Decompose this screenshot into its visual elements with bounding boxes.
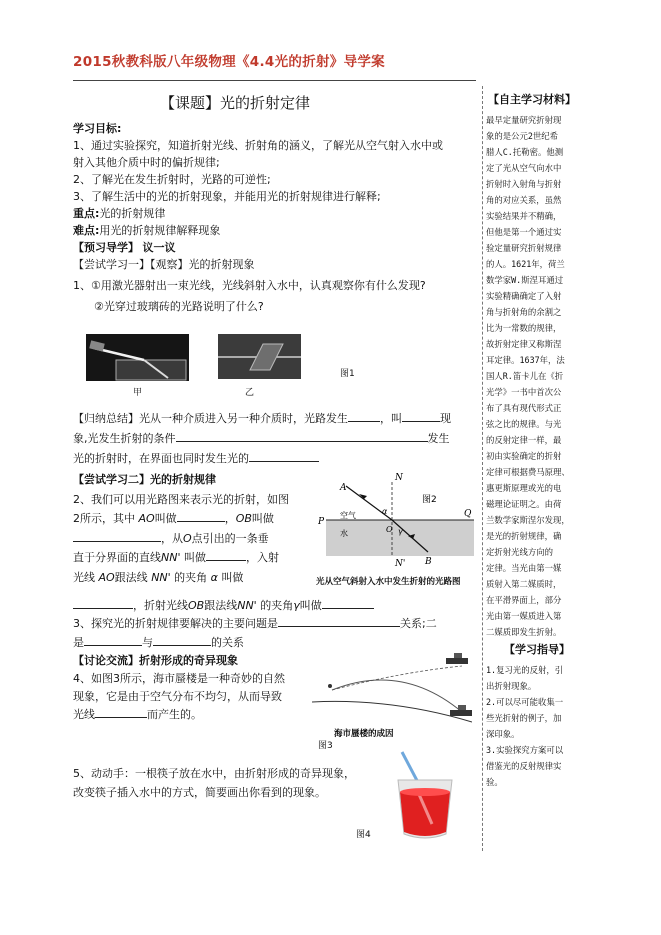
key-text: 光的折射规律 [99,207,166,220]
difficulty-text: 用光的折射规律解释现象 [99,224,221,237]
svg-text:O: O [386,525,393,534]
figure-4-caption: 图4 [356,830,371,840]
sidebar-line: 初由实验确定的折射 [486,451,562,461]
liquid-surface [400,788,450,796]
svg-text:N: N [395,473,403,483]
objective-line: 1、通过实验探究，知道折射光线、折射角的涵义，了解光从空气射入水中或 [73,139,443,152]
sidebar [486,92,586,790]
sidebar-line: 腊人C.托勒密。他测 [486,147,564,157]
figure-1-caption: 图1 [340,369,355,379]
try2-heading: 【尝试学习二】光的折射规律 [73,473,216,486]
objective-line: 2、了解光在发生折射时，光路的可逆性; [73,173,271,186]
main-column [73,120,475,315]
question-1: 1、①用激光器射出一束光线，光线斜射入水中，认真观察你有什么发现? [73,279,426,292]
sidebar-text [486,112,586,640]
lesson-title: 【课题】光的折射定律 [160,94,311,112]
figure-3-title: 海市蜃楼的成因 [334,729,394,739]
try2-block: 【尝试学习二】光的折射规律 2、我们可以用光路图来表示光的折射，如图 2所示，其中 AO叫做 ，OB叫做 ，从O点引出的一条垂 直于分界面的直线NN' 叫做 ，入射 光线 AO跟法线 NN' 的夹角 α 叫做 [73,470,313,587]
figure-1-photo-a [86,334,189,381]
sidebar-line: 国人R.笛卡儿在《折 [486,371,564,381]
glass-block-photo [218,334,301,379]
figure-3-caption: 图3 [318,741,333,751]
svg-text:水: 水 [340,529,348,538]
sea-surface [312,701,472,722]
svg-text:A: A [340,483,347,493]
guide-line: 些光折射的例子，加 [486,713,562,723]
discuss-heading: 【讨论交流】折射形成的奇异现象 [73,654,238,667]
sidebar-line: 布了具有现代形式正 [486,403,562,413]
svg-text:Q: Q [464,509,472,519]
sidebar-line: 定折射光线方向的 [486,547,553,557]
guide-line: 3.实验探究方案可以 [486,745,564,755]
sidebar-line: 二媒质即发生折射。 [486,627,562,637]
blank[interactable] [402,410,440,422]
guide-line: 2.可以尽可能收集一 [486,697,564,707]
figure-2-bottom-caption: 光从空气斜射入水中发生折射的光路图 [316,577,461,587]
svg-text:α: α [382,507,388,516]
blank[interactable] [176,430,428,442]
ship-icon [450,705,472,716]
blank[interactable] [249,450,319,462]
guide-line: 验。 [486,777,503,787]
summary-block: 【归纳总结】光从一种介质进入另一种介质时，光路发生 ，叫 现 象,光发生折射的条件 发生 光的折射时，在界面也同时发生光的 [73,412,451,465]
apparent-path [332,666,462,690]
blank[interactable] [278,615,400,627]
blank[interactable] [206,549,246,561]
sidebar-line: 验定量研究折射规律 [486,243,562,253]
sidebar-heading: 【自主学习材料】 [488,93,576,106]
sidebar-line: 定律可根据费马原理、 [486,467,570,477]
discuss-block: 【讨论交流】折射形成的奇异现象 4、如图3所示，海市蜃楼是一种奇妙的自然 现象，它是由于空气分布不均匀，从而导致 光线 而产生的。 [73,652,343,724]
sidebar-line: 的人。1621年，荷兰 [486,259,565,269]
sidebar-line: 是光的折射规律，确 [486,531,562,541]
sidebar-line: 实验结果并不精确， [486,211,562,221]
guide-line: 1.复习光的反射，引 [486,665,564,675]
figure-1-label-b: 乙 [245,388,255,398]
objective-line: 3、了解生活中的光的折射现象，并能用光的折射规律进行解释; [73,190,381,203]
figure-1-photo-b [218,334,301,379]
sidebar-line: 定了光从空气向水中 [486,163,562,173]
difficulty-label: 难点: [73,224,100,237]
blank[interactable] [84,634,142,646]
water-region [326,520,474,556]
sidebar-line: 最早定量研究折射现 [486,115,562,125]
figure-1-label-a: 甲 [133,388,143,398]
sidebar-line: 象的是公元2世纪希 [486,131,559,141]
guide-heading: 【学习指导】 [504,643,570,656]
sidebar-line: 在平滑界面上，部分 [486,595,562,605]
guide-line: 借鉴光的反射规律实 [486,761,562,771]
preview-heading: 【预习导学】 议一议 [73,241,176,254]
ship-image-icon [446,653,468,664]
blank[interactable] [177,510,225,522]
sidebar-line: 耳定律。1637年，法 [486,355,565,365]
sidebar-line: 磁理论证明之。由荷 [486,499,562,509]
try2-line-6: ，折射光线OB跟法线NN' 的夹角γ叫做 [73,597,374,613]
sidebar-line: 故折射定律又称斯涅 [486,339,562,349]
header-divider [73,80,476,81]
document-title: 2015秋教科版八年级物理《4.4光的折射》导学案 [73,54,385,70]
sidebar-line: 角与折射角的余割之 [486,307,562,317]
sidebar-line: 数学家W.斯涅耳通过 [486,275,564,285]
sidebar-line: 角的对应关系，虽然 [486,195,562,205]
svg-text:N': N' [395,559,406,569]
sidebar-line: 质射入第二媒质时， [486,579,562,589]
sidebar-line: 比为一常数的规律， [486,323,562,333]
guide-line: 出折射现象。 [486,681,537,691]
objective-line: 射入其他介质中时的偏折规律; [73,156,220,169]
light-path [332,680,462,712]
blank[interactable] [95,706,147,718]
red-liquid [400,792,450,836]
sidebar-line: 光学》一书中首次公 [486,387,562,397]
figure-4-cup-photo [392,750,458,842]
observer-icon [328,684,332,688]
figure-2-caption: 图2 [422,495,437,505]
key-point [73,205,475,222]
svg-text:P: P [318,517,325,527]
sidebar-line: 光由第一媒质进入第 [486,611,562,621]
sidebar-line: 实验精确确定了入射 [486,291,562,301]
svg-text:空气: 空气 [340,511,356,520]
sidebar-line: 的反射定律一样，最 [486,435,562,445]
question-5: 5、动动手：一根筷子放在水中，由折射形成的奇异现象， 改变筷子插入水中的方式，简要画出你看到的现象。 [73,767,355,799]
try1-heading: 【尝试学习一】【观察】光的折射现象 [73,258,255,271]
sidebar-line: 兰数学家斯涅尔发现， [486,515,570,525]
question-1b: ②光穿过玻璃砖的光路说明了什么? [94,300,264,313]
blank[interactable] [348,410,380,422]
difficulty-point [73,222,475,239]
blank[interactable] [73,597,133,609]
question-3: 3、探究光的折射规律要解决的主要问题是 关系;二 是 与 的关系 [73,617,437,649]
svg-text:γ: γ [398,527,403,536]
key-label: 重点: [73,207,100,220]
sidebar-line: 弦之比的规律。与光 [486,419,562,429]
sidebar-line: 但他是第一个通过实 [486,227,562,237]
guide-text [486,662,586,790]
blank[interactable] [322,597,374,609]
blank[interactable] [73,530,161,542]
sidebar-line: 定律。当光由第一媒 [486,563,562,573]
column-divider [482,86,483,851]
svg-text:B: B [425,557,432,567]
sidebar-line: 折射时入射角与折射 [486,179,562,189]
objectives-heading: 学习目标: [73,122,122,135]
guide-line: 深印象。 [486,729,520,739]
figure-3-mirage-diagram [312,650,472,740]
sidebar-line: 惠更斯原理或光的电 [486,483,562,493]
laser-refraction-photo [86,334,189,381]
blank[interactable] [153,634,211,646]
